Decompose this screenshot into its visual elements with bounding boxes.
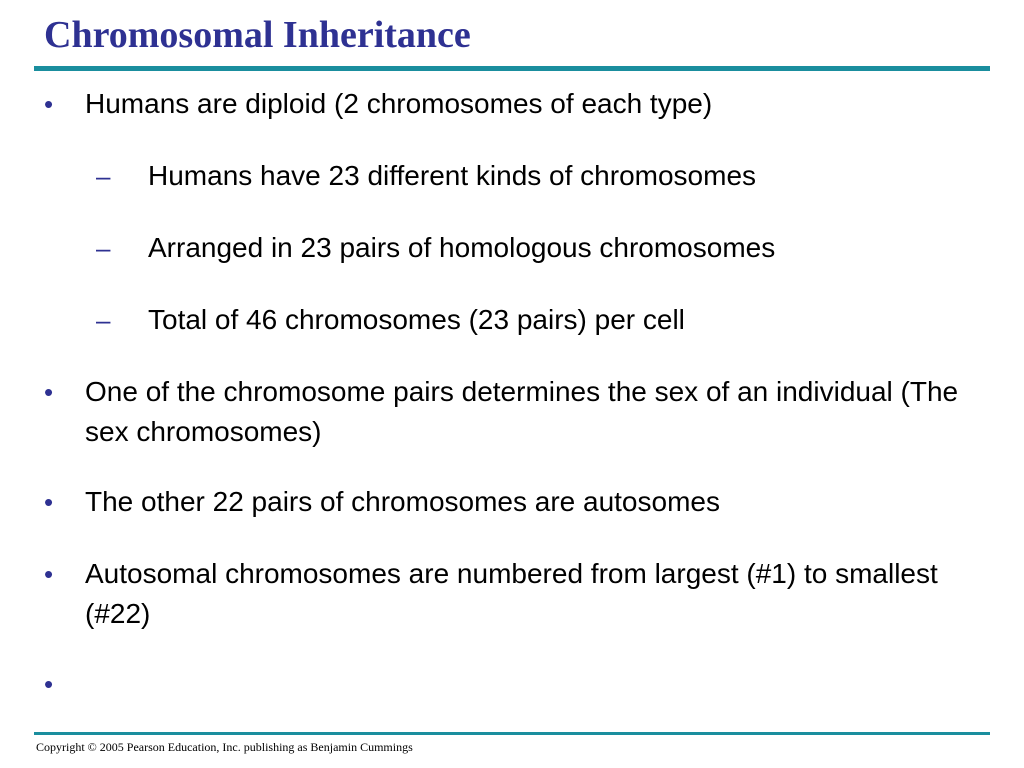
footer-divider (34, 732, 990, 735)
sub-bullet-item (0, 300, 968, 340)
bullet-text: Autosomal chromosomes are numbered from largest (#1) to smallest (#22) (85, 558, 938, 629)
bullet-text: Total of 46 chromosomes (23 pairs) per cell (148, 304, 685, 335)
bullet-text: The other 22 pairs of chromosomes are autosomes (85, 486, 720, 517)
bullet-marker: • (44, 669, 54, 699)
bullet-marker: • (44, 559, 54, 589)
bullet-item (0, 372, 965, 452)
empty-bullet-item (0, 664, 965, 704)
bullet-item (0, 482, 965, 522)
bullet-item (0, 84, 965, 124)
title-divider (34, 66, 990, 71)
bullet-text: Humans have 23 different kinds of chromosomes (148, 160, 757, 191)
bullet-marker: • (44, 487, 54, 517)
bullet-marker: • (44, 377, 54, 407)
slide-title: Chromosomal Inheritance (44, 14, 471, 56)
dash-marker: – (96, 305, 111, 335)
sub-bullet-item (0, 156, 968, 196)
sub-bullet-item (0, 228, 968, 268)
bullet-text: One of the chromosome pairs determines the sex of an individual (The sex chromosomes) (85, 376, 959, 447)
copyright-footer: Copyright © 2005 Pearson Education, Inc. publishing as Benjamin Cummings (36, 740, 413, 754)
bullet-marker: • (44, 89, 54, 119)
bullet-text: Arranged in 23 pairs of homologous chromosomes (148, 232, 776, 263)
bullet-text: Humans are diploid (2 chromosomes of each type) (85, 88, 713, 119)
bullet-list (0, 84, 1024, 704)
dash-marker: – (96, 161, 111, 191)
bullet-item (0, 554, 965, 634)
dash-marker: – (96, 233, 111, 263)
